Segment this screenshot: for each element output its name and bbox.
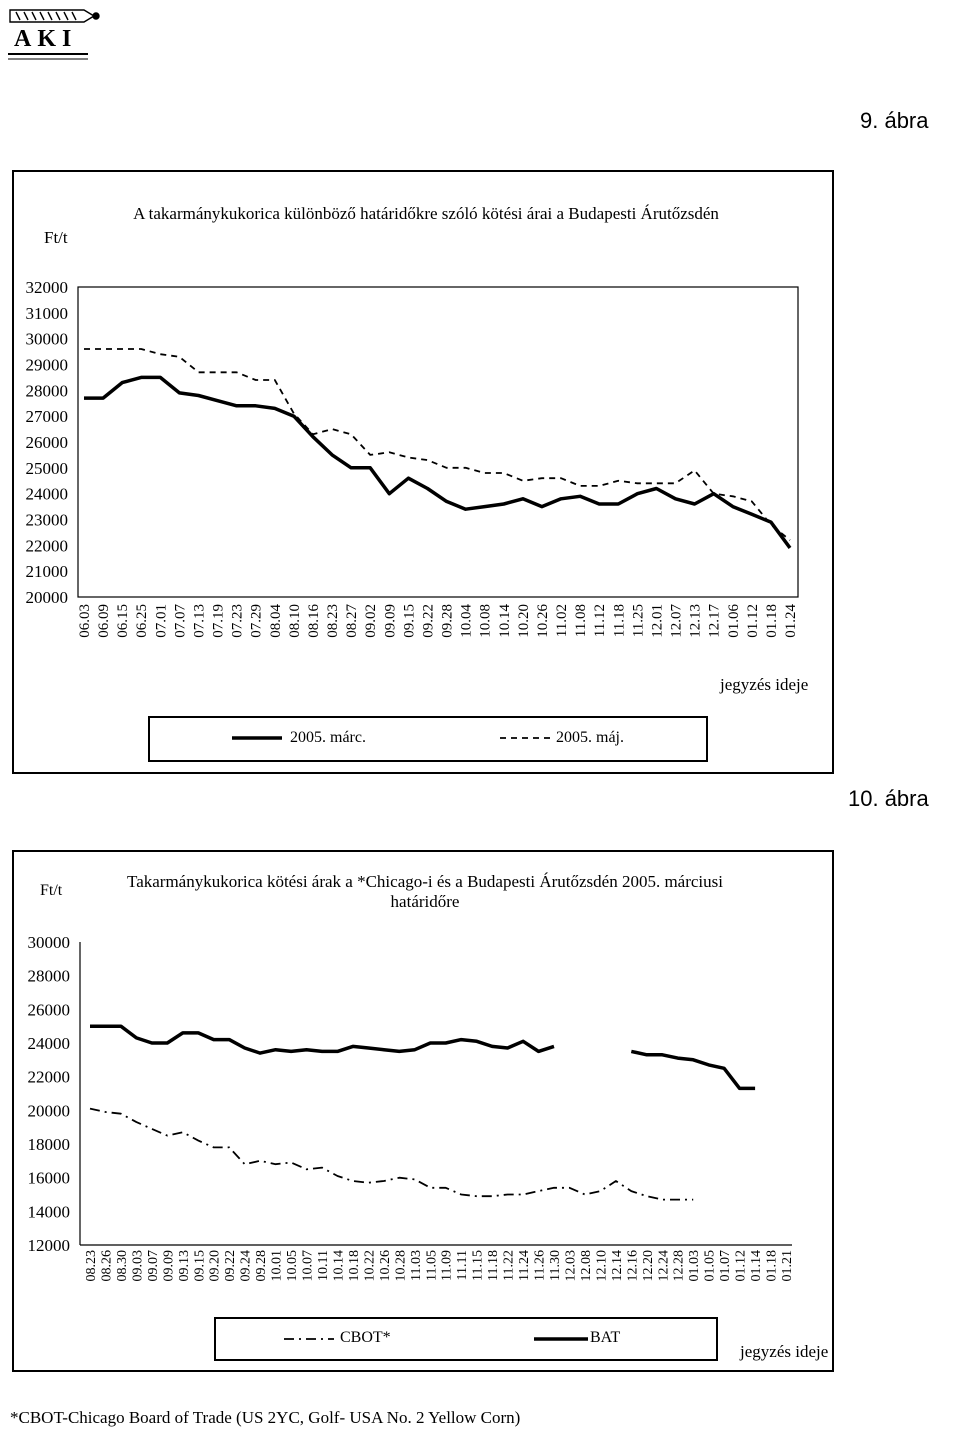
fig10-x-tick-label: 11.09 xyxy=(439,1250,455,1281)
fig10-x-tick-label: 01.05 xyxy=(702,1250,718,1282)
fig10-x-tick-label: 10.22 xyxy=(362,1250,378,1282)
fig9-y-tick-label: 25000 xyxy=(25,458,68,478)
fig9-x-tick-label: 06.09 xyxy=(96,604,113,638)
fig9-x-tick-label: 12.07 xyxy=(668,604,685,638)
fig10-x-tick-label: 09.24 xyxy=(238,1250,254,1282)
fig10-x-tick-label: 01.21 xyxy=(780,1250,795,1282)
fig10-x-tick-label: 12.20 xyxy=(640,1250,656,1282)
fig10-x-tick-label: 01.14 xyxy=(749,1250,765,1282)
fig10-x-tick-label: 11.11 xyxy=(455,1250,471,1281)
fig9-x-tick-label: 08.16 xyxy=(305,604,322,638)
fig10-x-tick-label: 12.10 xyxy=(594,1250,610,1282)
legend-label-bat: BAT xyxy=(590,1329,621,1346)
fig10-x-tick-label: 10.18 xyxy=(346,1250,362,1282)
fig10-x-tick-label: 11.24 xyxy=(517,1250,533,1281)
fig10-y-tick-label: 28000 xyxy=(27,966,70,986)
fig10-x-tick-label: 01.18 xyxy=(764,1250,780,1282)
fig10-x-tick-label: 12.03 xyxy=(563,1250,579,1282)
fig10-y-tick-label: 30000 xyxy=(27,933,70,952)
fig9-x-tick-label: 12.01 xyxy=(649,604,666,638)
fig10-x-tick-label: 08.30 xyxy=(114,1250,130,1282)
fig10-x-tick-label: 10.05 xyxy=(285,1250,301,1282)
fig10-x-tick-label: 11.26 xyxy=(532,1250,548,1281)
fig10-x-tick-label: 11.22 xyxy=(501,1250,517,1281)
fig9-x-tick-label: 08.10 xyxy=(286,604,303,638)
fig9-y-tick-label: 22000 xyxy=(25,536,68,556)
fig9-x-tick-label: 12.17 xyxy=(706,604,723,638)
fig9-x-tick-label: 10.04 xyxy=(458,604,475,638)
fig10-y-tick-label: 20000 xyxy=(27,1101,70,1121)
fig9-x-tick-label: 07.01 xyxy=(153,604,170,638)
fig9-x-tick-label: 08.23 xyxy=(325,604,342,638)
fig10-y-tick-label: 26000 xyxy=(27,1000,70,1020)
fig10-x-tick-label: 01.07 xyxy=(718,1250,734,1282)
figure9-label: 9. ábra xyxy=(860,108,929,133)
fig10-x-tick-label: 11.15 xyxy=(470,1250,486,1281)
figure9-ylabel: Ft/t xyxy=(44,228,68,247)
fig9-y-tick-label: 31000 xyxy=(25,303,68,323)
fig9-x-tick-label: 11.25 xyxy=(630,604,647,638)
fig10-x-tick-label: 10.14 xyxy=(331,1250,347,1282)
fig9-y-tick-label: 28000 xyxy=(25,381,68,401)
fig9-x-tick-label: 01.24 xyxy=(783,604,799,638)
fig9-x-tick-label: 11.08 xyxy=(573,604,590,638)
fig9-x-tick-label: 07.13 xyxy=(191,604,208,638)
fig10-y-tick-label: 22000 xyxy=(27,1067,70,1087)
fig9-y-tick-label: 21000 xyxy=(25,562,68,582)
fig9-x-tick-label: 01.18 xyxy=(763,604,780,638)
legend-label-marc: 2005. márc. xyxy=(290,729,366,746)
fig9-x-tick-label: 06.03 xyxy=(77,604,93,638)
fig9-y-tick-label: 23000 xyxy=(25,510,68,530)
fig9-y-tick-label: 30000 xyxy=(25,329,68,349)
fig9-x-tick-label: 08.04 xyxy=(267,604,284,638)
figure9-legend xyxy=(148,716,708,762)
fig9-series-0-line xyxy=(84,377,790,548)
fig9-y-tick-label: 27000 xyxy=(25,407,68,427)
fig10-x-tick-label: 10.11 xyxy=(316,1250,331,1281)
fig10-y-tick-label: 14000 xyxy=(27,1202,70,1222)
footnote: *CBOT-Chicago Board of Trade (US 2YC, Golf- USA No. 2 Yellow Corn) xyxy=(10,1408,521,1427)
fig10-x-tick-label: 09.22 xyxy=(223,1250,239,1282)
fig10-x-tick-label: 09.28 xyxy=(254,1250,270,1282)
fig9-x-tick-label: 07.07 xyxy=(172,604,189,638)
fig9-x-tick-label: 01.12 xyxy=(744,604,761,638)
fig10-y-tick-label: 24000 xyxy=(27,1034,70,1053)
fig10-x-tick-label: 01.03 xyxy=(687,1250,703,1282)
fig9-x-tick-label: 11.12 xyxy=(592,604,609,638)
figure10-xlabel: jegyzés ideje xyxy=(740,1342,829,1361)
fig9-y-tick-label: 29000 xyxy=(25,355,68,375)
fig9-x-tick-label: 06.25 xyxy=(134,604,151,638)
fig9-x-tick-label: 10.26 xyxy=(534,604,551,638)
fig9-x-tick-label: 09.02 xyxy=(363,604,380,638)
fig9-series-1-line xyxy=(84,349,790,540)
fig10-x-tick-label: 11.05 xyxy=(424,1250,440,1281)
figure10-label: 10. ábra xyxy=(848,786,929,811)
fig10-x-tick-label: 09.20 xyxy=(207,1250,223,1282)
fig9-x-tick-label: 09.15 xyxy=(401,604,418,638)
aki-logo xyxy=(6,4,102,66)
fig10-x-tick-label: 10.28 xyxy=(393,1250,409,1282)
fig10-x-tick-label: 11.18 xyxy=(486,1250,502,1281)
fig9-x-tick-label: 11.18 xyxy=(611,604,628,638)
fig9-x-tick-label: 10.20 xyxy=(515,604,532,638)
fig9-y-tick-label: 20000 xyxy=(25,588,68,607)
fig10-x-tick-label: 12.24 xyxy=(656,1250,672,1282)
fig10-x-tick-label: 09.03 xyxy=(130,1250,146,1282)
fig10-x-tick-label: 08.23 xyxy=(84,1250,99,1282)
fig9-x-tick-label: 07.29 xyxy=(248,604,265,638)
fig10-x-tick-label: 11.03 xyxy=(408,1250,424,1281)
fig10-x-tick-label: 12.08 xyxy=(578,1250,594,1282)
fig10-series-0-line xyxy=(90,1109,693,1200)
fig10-series-1-line xyxy=(90,1026,554,1053)
fig9-y-tick-label: 32000 xyxy=(25,278,68,297)
fig9-y-tick-label: 26000 xyxy=(25,433,68,452)
figure10-ylabel: Ft/t xyxy=(40,882,63,899)
fig9-x-tick-label: 10.08 xyxy=(477,604,494,638)
fig9-x-tick-label: 12.13 xyxy=(687,604,704,638)
figure10-box xyxy=(12,850,834,1372)
fig10-x-tick-label: 11.30 xyxy=(548,1250,563,1281)
fig9-x-tick-label: 11.02 xyxy=(554,604,571,638)
fig10-x-tick-label: 09.13 xyxy=(176,1250,192,1282)
logo-feather-icon xyxy=(10,10,99,22)
fig9-x-tick-label: 01.06 xyxy=(725,604,742,638)
legend-label-maj: 2005. máj. xyxy=(556,729,624,746)
fig10-y-tick-label: 16000 xyxy=(27,1168,70,1188)
fig9-x-tick-label: 09.22 xyxy=(420,604,437,638)
fig10-x-tick-label: 12.28 xyxy=(671,1250,687,1282)
fig10-x-tick-label: 10.01 xyxy=(269,1250,285,1282)
fig9-x-tick-label: 08.27 xyxy=(344,604,361,638)
fig10-y-tick-label: 18000 xyxy=(27,1135,70,1154)
fig10-y-tick-label: 12000 xyxy=(27,1236,70,1255)
fig9-x-tick-label: 09.28 xyxy=(439,604,456,638)
fig10-x-tick-label: 01.12 xyxy=(733,1250,749,1282)
fig9-x-tick-label: 06.15 xyxy=(115,604,132,638)
legend-label-cbot: CBOT* xyxy=(340,1329,391,1346)
figure10-legend xyxy=(214,1317,718,1361)
fig9-x-tick-label: 07.23 xyxy=(229,604,246,638)
fig9-x-tick-label: 07.19 xyxy=(210,604,227,638)
fig10-x-tick-label: 12.14 xyxy=(609,1250,625,1282)
fig9-y-tick-label: 24000 xyxy=(25,484,68,504)
logo-text: AKI xyxy=(14,26,78,52)
figure9-box xyxy=(12,170,834,774)
fig10-x-tick-label: 09.09 xyxy=(161,1250,177,1282)
fig10-x-tick-label: 09.15 xyxy=(192,1250,208,1282)
fig9-x-tick-label: 09.09 xyxy=(382,604,399,638)
fig9-plot-area xyxy=(78,287,798,597)
figure9-title: A takarmánykukorica különböző határidőkre szóló kötési árai a Budapesti Árutőzsdén xyxy=(133,204,719,223)
fig10-x-tick-label: 12.16 xyxy=(625,1250,641,1282)
fig10-x-tick-label: 09.07 xyxy=(145,1250,161,1282)
fig10-series-1-line xyxy=(631,1051,755,1088)
fig9-x-tick-label: 10.14 xyxy=(496,604,513,638)
fig10-x-tick-label: 10.26 xyxy=(377,1250,393,1282)
figure10-title: Takarmánykukorica kötési árak a *Chicago-i és a Budapesti Árutőzsdén 2005. márciusi határidőre xyxy=(127,872,723,911)
fig10-x-tick-label: 08.26 xyxy=(99,1250,115,1282)
fig10-x-tick-label: 10.07 xyxy=(300,1250,316,1282)
figure10-chart xyxy=(14,852,832,1370)
figure9-chart xyxy=(14,172,832,772)
figure9-xlabel: jegyzés ideje xyxy=(720,675,809,694)
